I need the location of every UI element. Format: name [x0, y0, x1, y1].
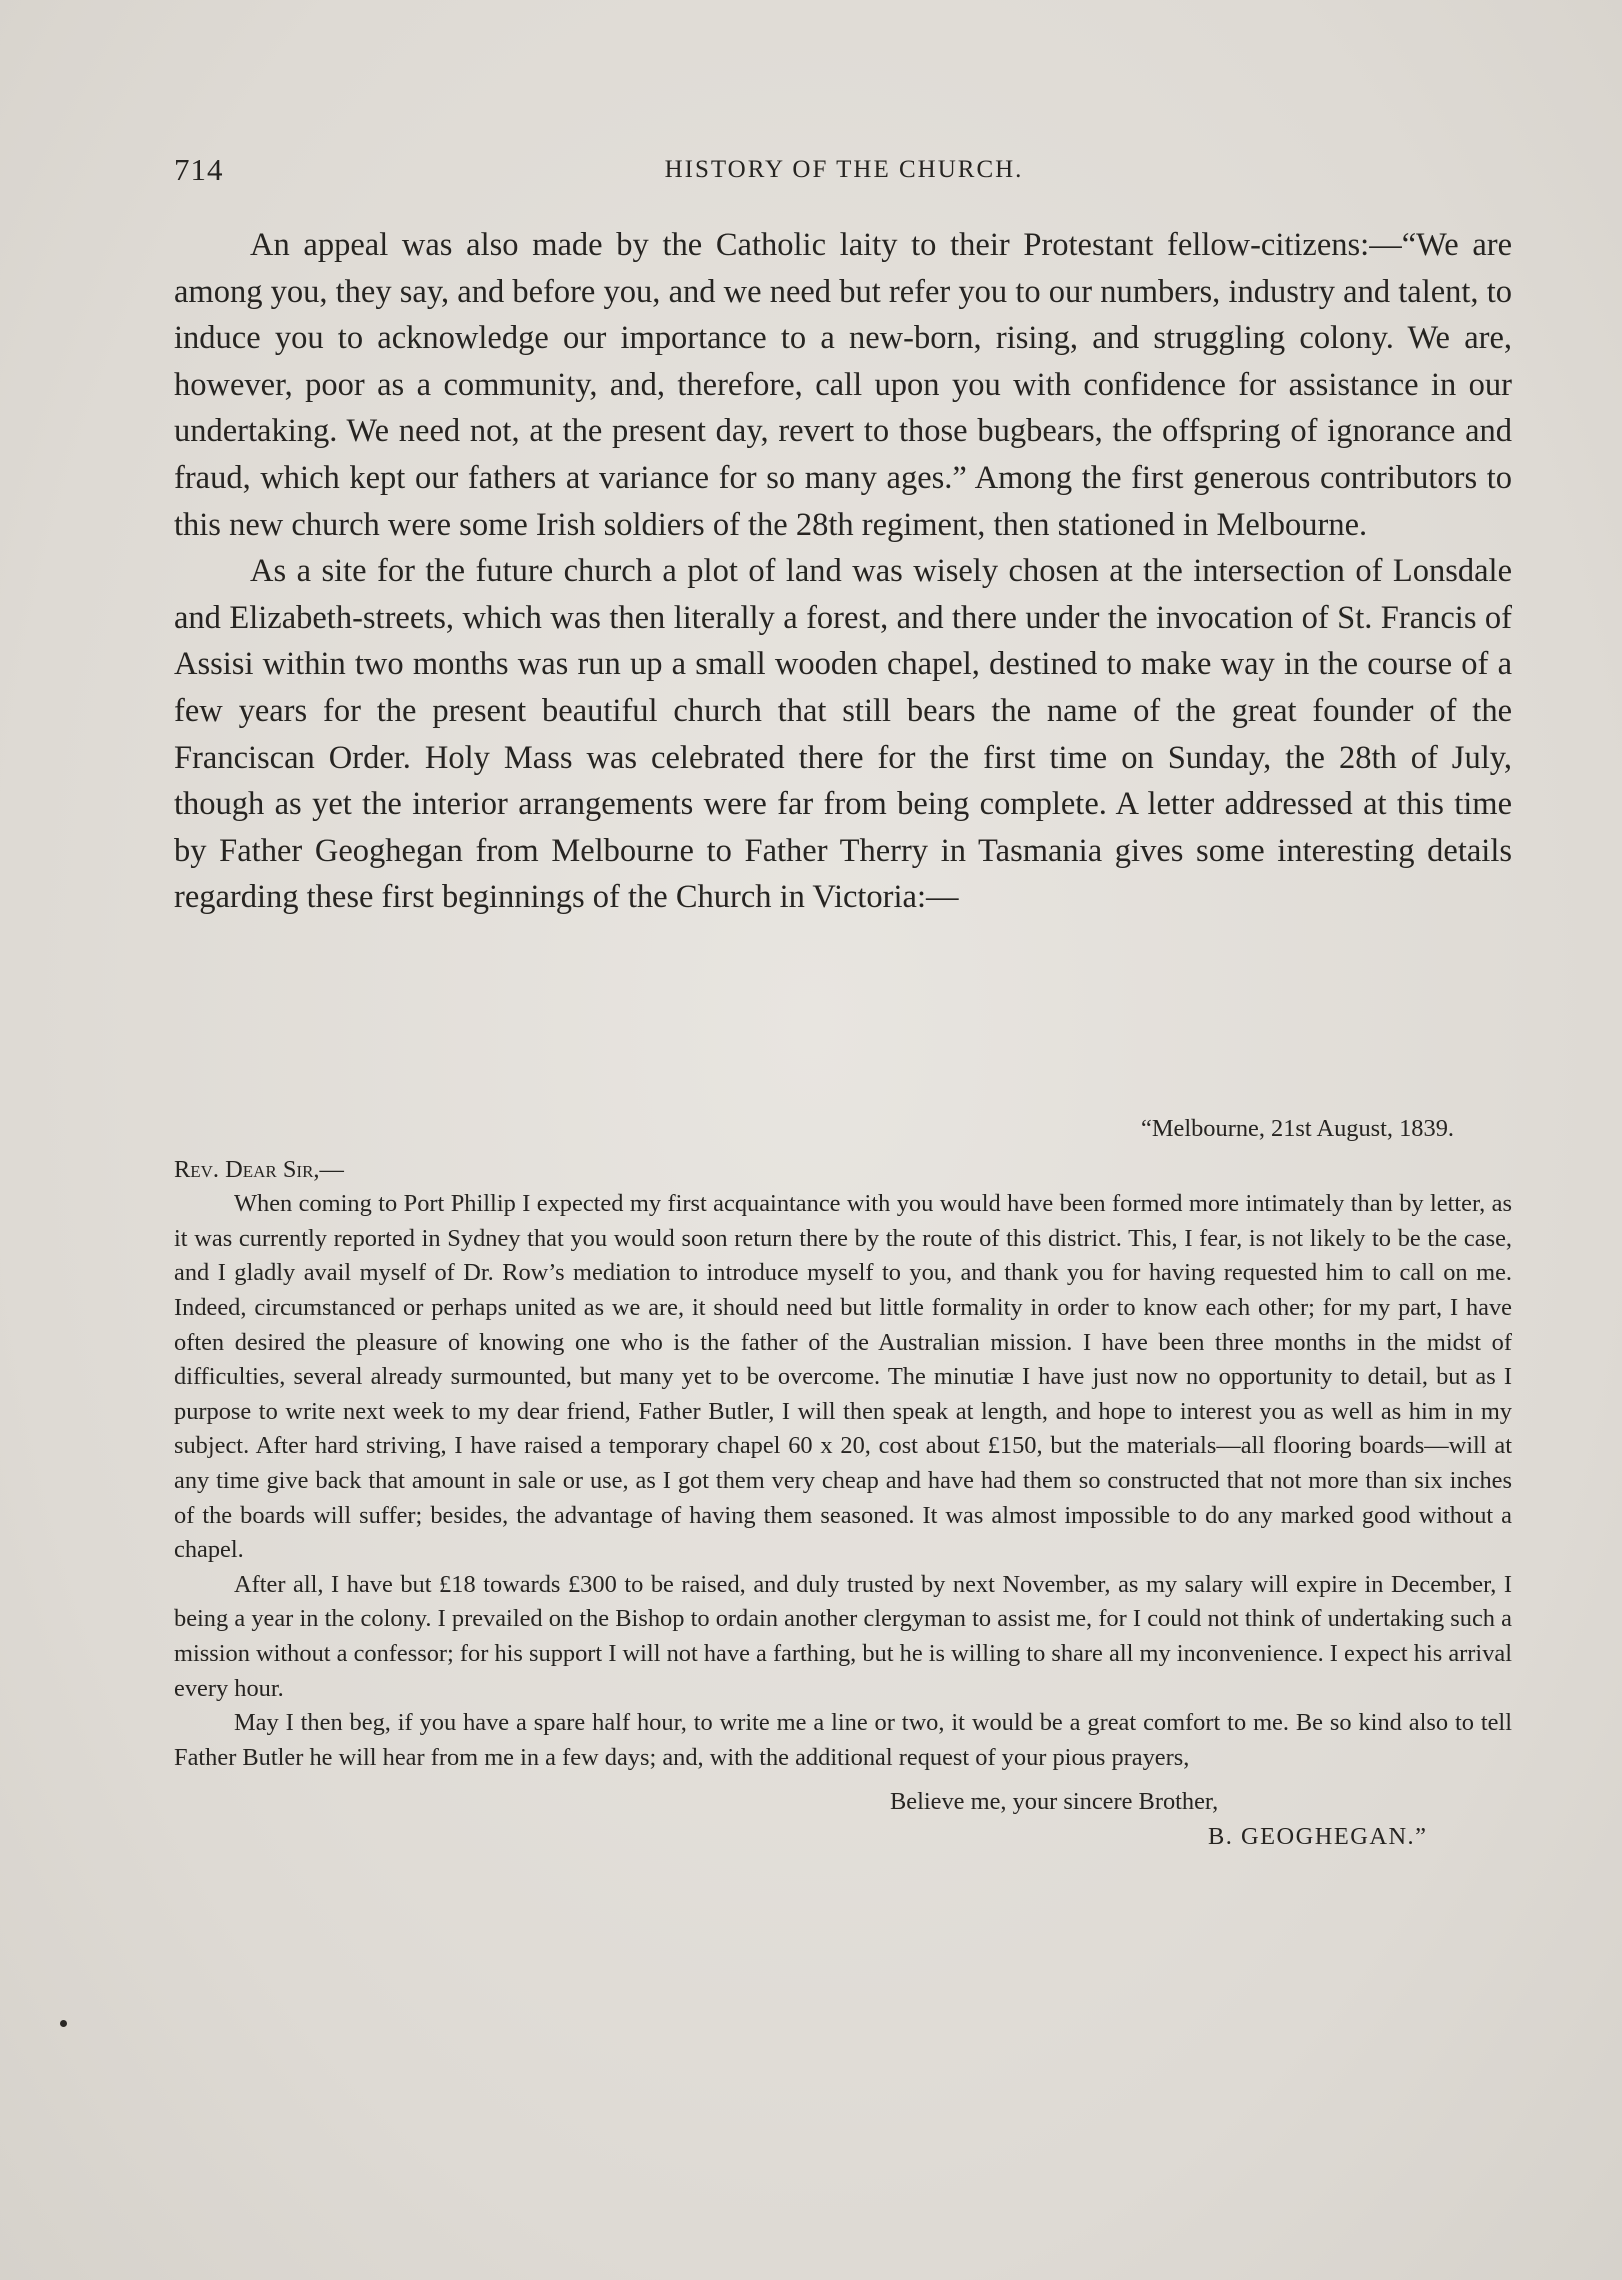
main-text [174, 222, 1512, 921]
letter-paragraph: After all, I have but £18 towards £300 to be raised, and duly trusted by next November, as my salary will expire in December, I being a year in the colony. I prevailed on the Bishop to ordain another clergyman to assist me, for I could not think of undertaking such a mission without a confessor; for his support I will not have a farthing, but he is willing to share all my inconvenience. I expect his arrival every hour. [174, 1570, 1512, 1702]
page-number: 714 [174, 152, 224, 187]
letter-dateline: “Melbourne, 21st August, 1839. [1141, 1115, 1454, 1142]
ink-speck [60, 2020, 67, 2027]
body-paragraph: An appeal was also made by the Catholic laity to their Protestant fellow-citizens:—“We are among you, they say, and before you, and we need but refer you to our numbers, industry and talent, to induce you to acknowledge our importance to a new-born, rising, and struggling colony. We are, however, poor as a community, and, therefore, call upon you with confidence for assistance in our undertaking. We need not, at the present day, revert to those bugbears, the offspring of ignorance and fraud, which kept our fathers at variance for so many ages.” Among the first generous contributors to this new church were some Irish soldiers of the 28th regiment, then stationed in Melbourne. [174, 227, 1512, 543]
running-title: HISTORY OF THE CHURCH. [664, 156, 1024, 183]
letter-paragraph: When coming to Port Phillip I expected my first acquaintance with you would have been formed more intimately than by letter, as it was currently reported in Sydney that you would soon return there by the route of this district. This, I fear, is not likely to be the case, and I gladly avail myself of Dr. Row’s mediation to introduce myself to you, and thank you for having requested him to call on me. Indeed, circumstanced or perhaps united as we are, it should need but little formality in order to know each other; for my part, I have often desired the pleasure of knowing one who is the father of the Australian mission. I have been three months in the midst of difficulties, several already surmounted, but many yet to be overcome. The minutiæ I have just now no opportunity to detail, but as I purpose to write next week to my dear friend, Father Butler, I will then speak at length, and hope to interest you as well as him in my subject. After hard striving, I have raised a temporary chapel 60 x 20, cost about £150, but the materials—all flooring boards—will at any time give back that amount in sale or use, as I got them very cheap and have had them so constructed that not more than six inches of the boards will suffer; besides, the advantage of having them seasoned. It was almost impossible to do any marked good without a chapel. [174, 1190, 1512, 1564]
letter-signature: B. GEOGHEGAN.” [1208, 1822, 1428, 1850]
quoted-letter [174, 1112, 1512, 1854]
body-paragraph: As a site for the future church a plot of land was wisely chosen at the intersection of Lonsdale and Elizabeth-streets, which was then literally a forest, and there under the invocation of St. Francis of Assisi within two months was run up a small wooden chapel, destined to make way in the course of a few years for the present beautiful church that still bears the name of the great founder of the Franciscan Order. Holy Mass was celebrated there for the first time on Sunday, the 28th of July, though as yet the interior arrangements were far from being complete. A letter addressed at this time by Father Geoghegan from Melbourne to Father Therry in Tasmania gives some interesting details regarding these first beginnings of the Church in Victoria:— [174, 553, 1512, 916]
letter-paragraph: May I then beg, if you have a spare half hour, to write me a line or two, it would be a great comfort to me. Be so kind also to tell Father Butler he will hear from me in a few days; and, with the additional request of your pious prayers, [174, 1709, 1512, 1771]
page-header [174, 152, 1514, 196]
letter-closing: Believe me, your sincere Brother, [890, 1788, 1219, 1816]
letter-salutation: Rev. Dear Sir,— [174, 1155, 344, 1183]
